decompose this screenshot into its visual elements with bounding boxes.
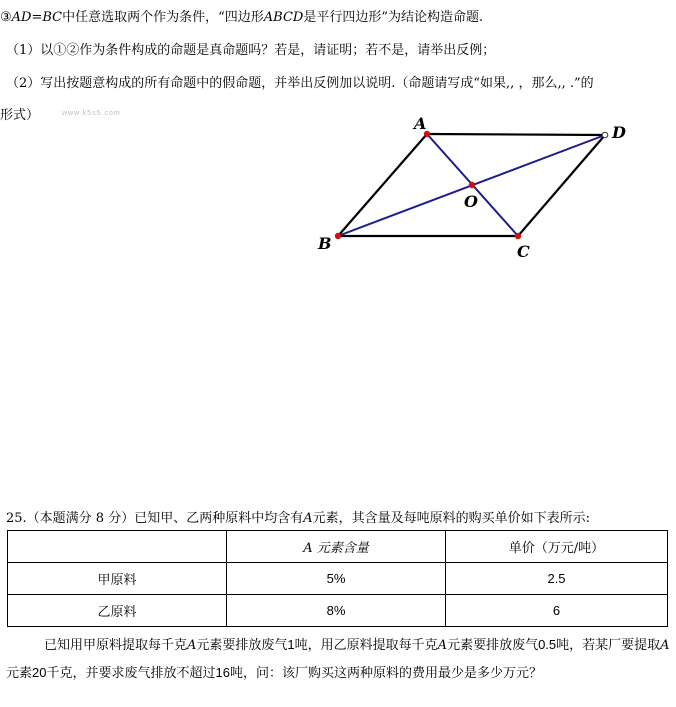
row-name: 甲原料 xyxy=(8,563,227,595)
para-text: 元素 xyxy=(6,666,33,681)
question-2-continued: 形式） xyxy=(0,108,40,123)
row-price: 2.5 xyxy=(446,563,668,595)
para-text: 元素要排放废气 xyxy=(447,638,539,653)
question-2: （2）写出按题意构成的所有命题中的假命题，并举出反例加以说明.（命题请写成“如果,, ，那么,, .”的 xyxy=(6,76,594,91)
parallelogram-figure xyxy=(300,108,640,268)
table-row xyxy=(8,595,668,627)
label-o: O xyxy=(464,192,478,211)
condition-text-end: 是平行四边形”为结论构造命题. xyxy=(303,10,484,25)
problem-25-intro-suffix: 元素，其含量及每吨原料的购买单价如下表所示: xyxy=(312,511,590,526)
para-text: 千克，并要求废气排放不超过 xyxy=(46,666,216,681)
header-cell-price: 单价（万元/吨） xyxy=(446,531,668,563)
row-content: 5% xyxy=(227,563,446,595)
problem-25-intro xyxy=(6,507,590,526)
label-a: A xyxy=(414,114,427,133)
edge-ba xyxy=(338,134,427,236)
edge-ad xyxy=(427,134,605,135)
question-1: （1）以①②作为条件构成的命题是真命题吗？若是，请证明；若不是，请举出反例； xyxy=(6,43,496,58)
para-text: 吨，问：该厂购买这两种原料的费用最少是多少万元？ xyxy=(229,666,542,681)
para-text: 元素要排放废气 xyxy=(196,638,288,653)
para-number: 1 xyxy=(287,637,295,652)
element-a: A xyxy=(187,638,197,653)
header-cell-empty xyxy=(8,531,227,563)
para-text: 吨，用乙原料提取每千克 xyxy=(294,638,438,653)
para-number: 20 xyxy=(32,665,47,680)
table-header-row xyxy=(8,531,668,563)
point-b xyxy=(335,233,341,239)
header-cell-content: A 元素含量 xyxy=(227,531,446,563)
problem-25-intro-prefix: 25.（本题满分 8 分）已知甲、乙两种原料中均含有 xyxy=(6,511,304,526)
element-a: A xyxy=(437,638,448,653)
para-number: 0.5 xyxy=(538,637,557,652)
condition-ad-bc: AD=BC xyxy=(11,10,63,25)
element-a: A xyxy=(660,638,670,653)
label-c: C xyxy=(517,242,530,261)
edge-dc xyxy=(518,135,605,236)
condition-text: 中任意选取两个作为条件，“四边形 xyxy=(62,10,264,25)
point-c xyxy=(515,233,521,239)
point-d xyxy=(602,132,608,138)
table-row xyxy=(8,563,668,595)
problem-25-question xyxy=(6,631,670,687)
row-content: 8% xyxy=(227,595,446,627)
circled-three: ③ xyxy=(0,10,12,25)
para-text: 吨，若某厂要提取 xyxy=(556,638,661,653)
row-name: 乙原料 xyxy=(8,595,227,627)
element-a: A xyxy=(303,511,313,526)
material-table xyxy=(7,530,668,627)
point-o xyxy=(469,182,475,188)
para-text: 已知用甲原料提取每千克 xyxy=(44,638,188,653)
label-b: B xyxy=(318,234,332,253)
condition-line xyxy=(0,6,483,25)
label-d: D xyxy=(612,123,626,142)
quad-name: ABCD xyxy=(263,10,304,25)
row-price: 6 xyxy=(446,595,668,627)
para-number: 16 xyxy=(215,665,230,680)
watermark-text: www.k5s5.com xyxy=(62,110,121,117)
